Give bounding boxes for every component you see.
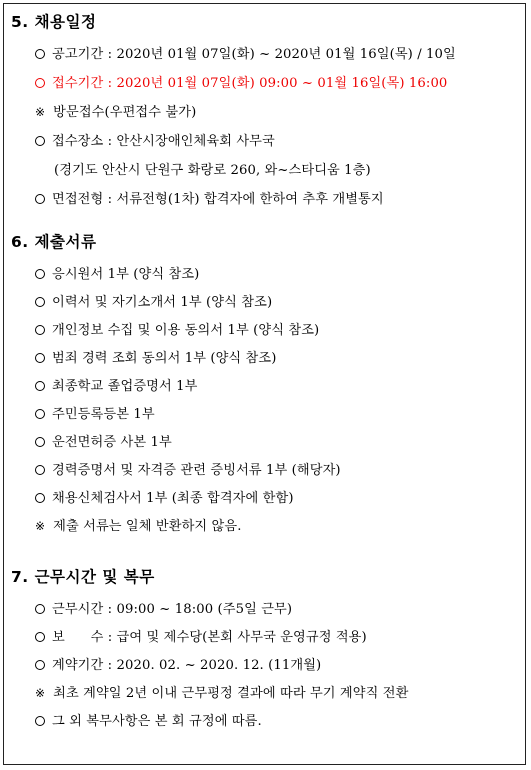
circle-bullet-icon — [35, 437, 45, 447]
circle-bullet-icon — [35, 78, 45, 88]
item-application-place: 접수장소 : 안산시장애인체육회 사무국 — [35, 130, 275, 149]
circle-bullet-icon — [35, 716, 45, 726]
work-item-pay: 보 수 : 급여 및 제수당(본회 사무국 운영규정 적용) — [35, 626, 367, 645]
reference-mark-icon: ※ — [35, 105, 46, 119]
doc-item: 운전면허증 사본 1부 — [35, 431, 172, 450]
doc-item: 경력증명서 및 자격증 관련 증빙서류 1부 (해당자) — [35, 459, 341, 478]
reference-mark-icon: ※ — [35, 519, 46, 533]
doc-item: 최종학교 졸업증명서 1부 — [35, 375, 197, 394]
item-notice-period: 공고기간 : 2020년 01월 07일(화) ~ 2020년 01월 16일(목) / 10일 — [35, 43, 456, 62]
doc-item: 범죄 경력 조회 동의서 1부 (양식 참조) — [35, 347, 276, 366]
section-title-schedule: 5. 채용일정 — [11, 13, 97, 31]
reference-mark-icon: ※ — [35, 686, 46, 700]
circle-bullet-icon — [35, 493, 45, 503]
doc-return-note: ※ 제출 서류는 일체 반환하지 않음. — [35, 519, 242, 534]
doc-item: 주민등록등본 1부 — [35, 403, 155, 422]
circle-bullet-icon — [35, 381, 45, 391]
item-address: (경기도 안산시 단원구 화랑로 260, 와~스타디움 1층) — [54, 163, 371, 178]
circle-bullet-icon — [35, 49, 45, 59]
work-item-hours: 근무시간 : 09:00 ~ 18:00 (주5일 근무) — [35, 598, 292, 617]
circle-bullet-icon — [35, 465, 45, 475]
circle-bullet-icon — [35, 409, 45, 419]
doc-item: 채용신체검사서 1부 (최종 합격자에 한함) — [35, 487, 294, 506]
circle-bullet-icon — [35, 269, 45, 279]
doc-item: 응시원서 1부 (양식 참조) — [35, 263, 199, 282]
work-conversion-note: ※ 최초 계약일 2년 이내 근무평정 결과에 따라 무기 계약직 전환 — [35, 686, 409, 701]
work-item-contract: 계약기간 : 2020. 02. ~ 2020. 12. (11개월) — [35, 654, 321, 673]
item-interview: 면접전형 : 서류전형(1차) 합격자에 한하여 추후 개별통지 — [35, 188, 384, 207]
section-title-work: 7. 근무시간 및 복무 — [11, 568, 155, 586]
circle-bullet-icon — [35, 136, 45, 146]
circle-bullet-icon — [35, 660, 45, 670]
doc-item: 이력서 및 자기소개서 1부 (양식 참조) — [35, 291, 272, 310]
item-application-period: 접수기간 : 2020년 01월 07일(화) 09:00 ~ 01월 16일(목) 16:00 — [35, 72, 447, 91]
section-title-documents: 6. 제출서류 — [11, 233, 97, 251]
circle-bullet-icon — [35, 604, 45, 614]
doc-item: 개인정보 수집 및 이용 동의서 1부 (양식 참조) — [35, 319, 319, 338]
circle-bullet-icon — [35, 297, 45, 307]
circle-bullet-icon — [35, 632, 45, 642]
circle-bullet-icon — [35, 353, 45, 363]
item-visit-note: ※ 방문접수(우편접수 불가) — [35, 105, 197, 120]
circle-bullet-icon — [35, 325, 45, 335]
work-item-other: 그 외 복무사항은 본 회 규정에 따름. — [35, 710, 262, 729]
circle-bullet-icon — [35, 194, 45, 204]
